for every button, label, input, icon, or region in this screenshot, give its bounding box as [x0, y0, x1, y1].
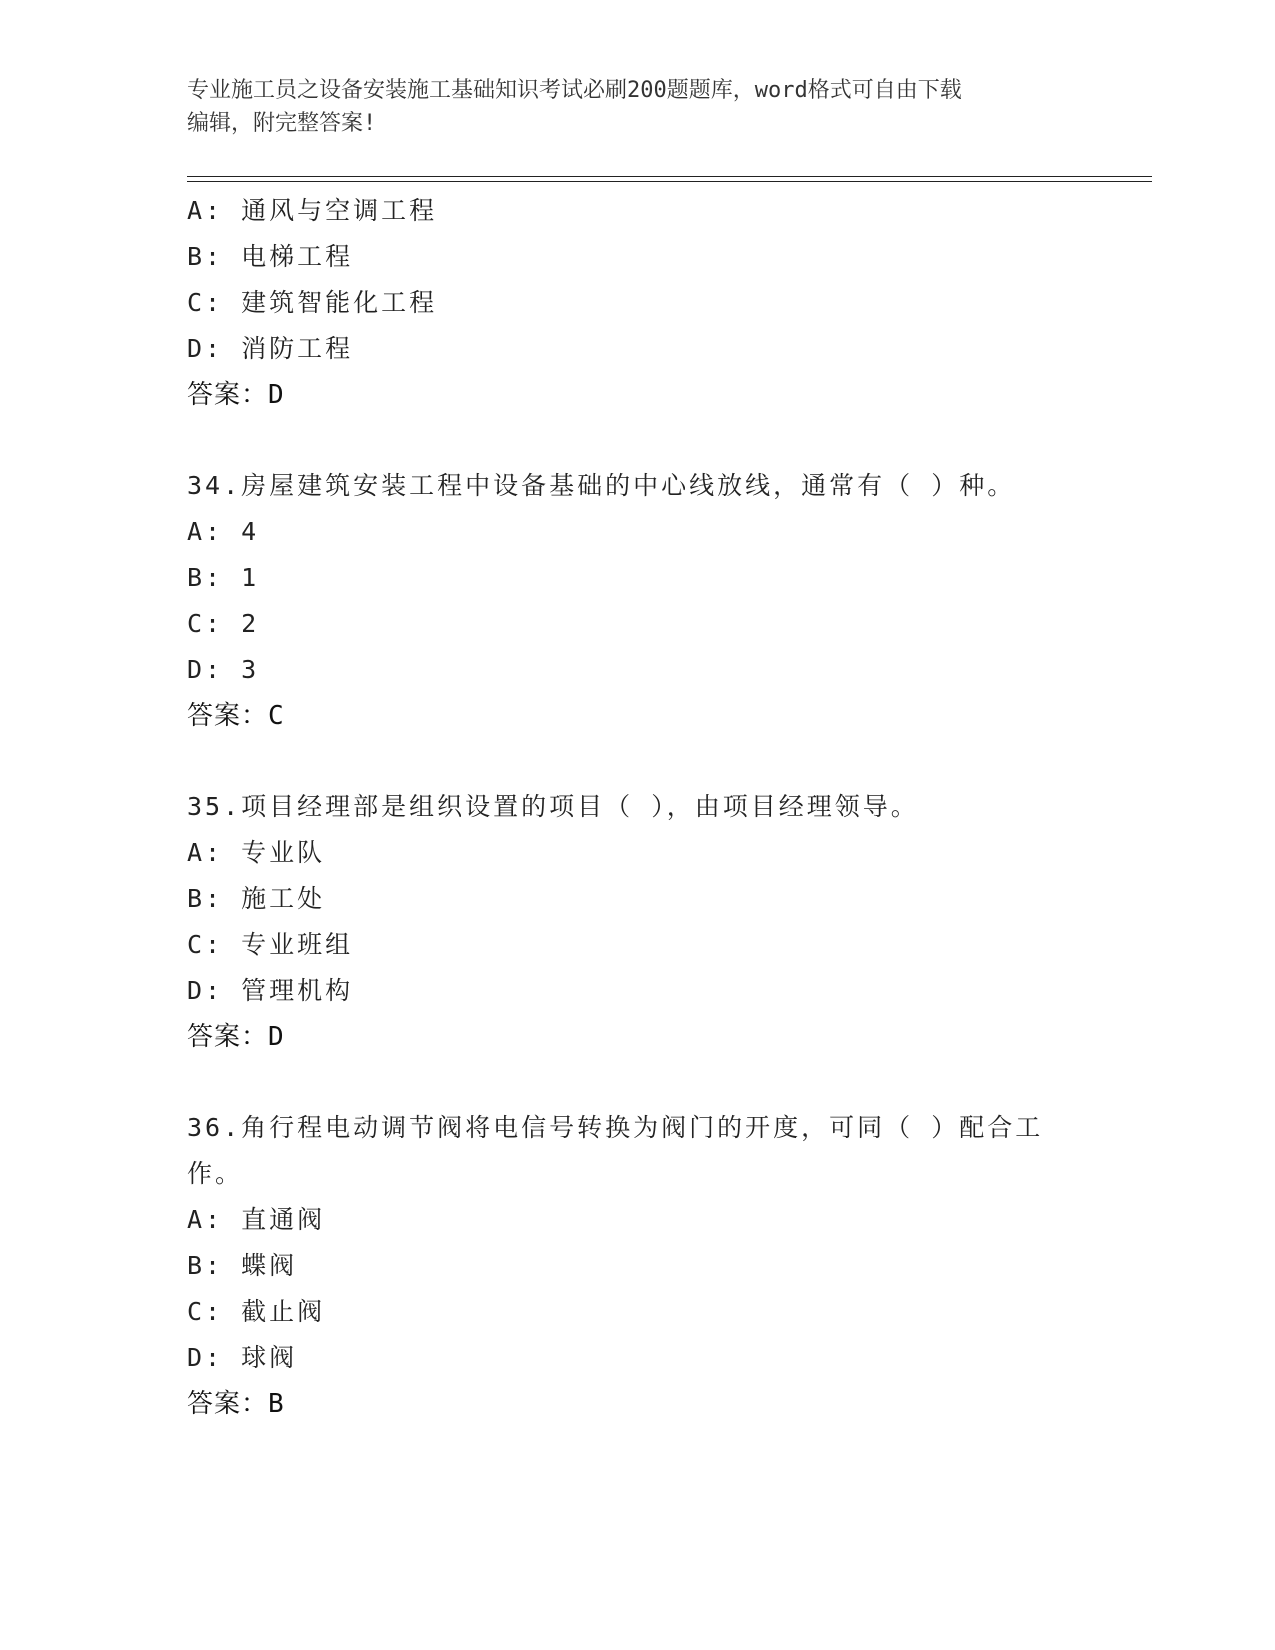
question-35-block [187, 784, 1087, 1060]
q35-answer: 答案：D [187, 1022, 285, 1052]
q34-question: 34.房屋建筑安装工程中设备基础的中心线放线，通常有（ ）种。 [187, 471, 1016, 500]
q34-option-a: A: 4 [187, 517, 260, 546]
q34-option-c: C: 2 [187, 609, 260, 638]
spacer [187, 418, 1087, 463]
q35-option-a: A: 专业队 [187, 838, 326, 867]
q35-option-c: C: 专业班组 [187, 930, 354, 959]
q34-option-d: D: 3 [187, 655, 260, 684]
q36-question-line-2: 作。 [187, 1159, 244, 1188]
header-line-1: 专业施工员之设备安装施工基础知识考试必刷200题题库，word格式可自由下载 [187, 78, 962, 103]
question-list [187, 188, 1087, 1427]
q35-option-b: B: 施工处 [187, 884, 326, 913]
q33-option-c: C: 建筑智能化工程 [187, 288, 438, 317]
q33-option-d: D: 消防工程 [187, 334, 354, 363]
q36-option-d: D: 球阀 [187, 1343, 298, 1372]
question-34-block [187, 463, 1087, 739]
question-33-block [187, 188, 1087, 418]
question-36-block [187, 1105, 1087, 1427]
q33-answer: 答案：D [187, 380, 285, 410]
q36-option-c: C: 截止阀 [187, 1297, 326, 1326]
q35-question: 35.项目经理部是组织设置的项目（ ），由项目经理领导。 [187, 792, 919, 821]
header-line-2: 编辑，附完整答案! [187, 111, 377, 136]
q34-answer: 答案：C [187, 701, 285, 731]
q33-option-b: B: 电梯工程 [187, 242, 354, 271]
spacer [187, 739, 1087, 784]
document-header [187, 74, 1087, 140]
q36-answer: 答案：B [187, 1389, 285, 1419]
header-rule-top [187, 176, 1152, 177]
q36-question-line-1: 36.角行程电动调节阀将电信号转换为阀门的开度，可同（ ）配合工 [187, 1113, 1044, 1142]
q36-option-b: B: 蝶阀 [187, 1251, 298, 1280]
q36-option-a: A: 直通阀 [187, 1205, 326, 1234]
q35-option-d: D: 管理机构 [187, 976, 354, 1005]
header-rule-bottom [187, 181, 1152, 182]
spacer [187, 1060, 1087, 1105]
q33-option-a: A: 通风与空调工程 [187, 196, 438, 225]
q34-option-b: B: 1 [187, 563, 260, 592]
